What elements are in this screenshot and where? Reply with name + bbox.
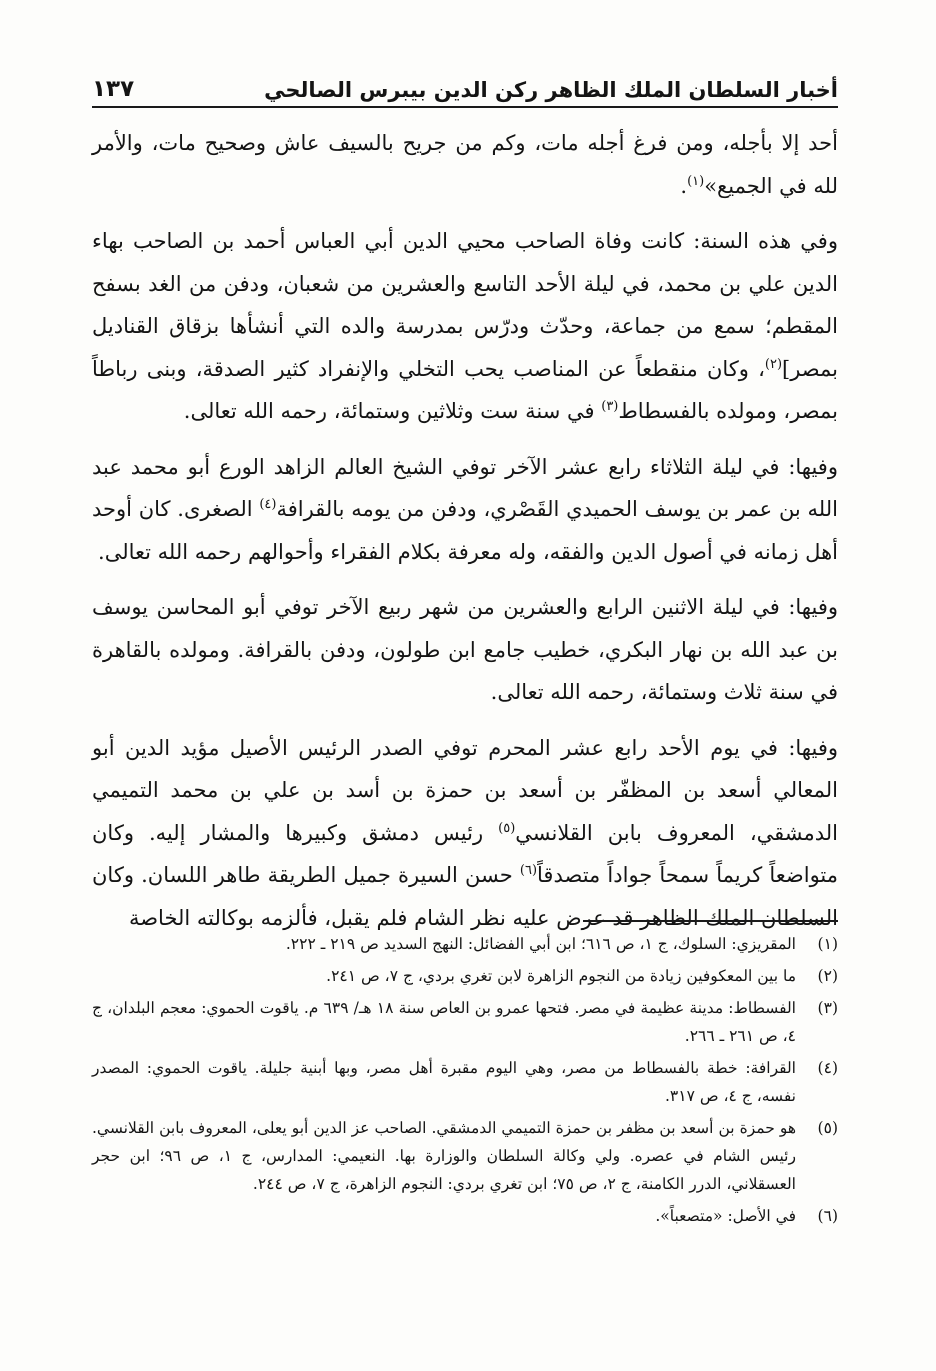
paragraph-text: في سنة ست وثلاثين وستمائة، رحمه الله تعالى.	[183, 399, 602, 423]
footnote	[92, 1054, 838, 1110]
footnote-number: (٣)	[817, 999, 838, 1017]
footnote-marker: (٢)	[764, 356, 783, 372]
footnote	[92, 994, 838, 1050]
paragraph-text: ، وكان منقطعاً عن المناصب يحب التخلي والإنفراد كثير الصدقة، وبنى رباطاً بمصر، ومولده بالفسطاط	[92, 356, 838, 423]
footnote-number: (٢)	[817, 967, 838, 985]
footnote-number: (٤)	[817, 1059, 838, 1077]
paragraph	[92, 122, 838, 207]
paragraph-text: حسن السيرة جميل الطريقة طاهر اللسان. وكان السلطان الملك الظاهر قد عرض عليه نظر الشام فلم يقبل، فألزمه بوكالته الخاصة	[92, 863, 838, 930]
paragraph-text: وفي هذه السنة: كانت وفاة الصاحب محيي الدين أبي العباس أحمد بن الصاحب بهاء الدين علي بن محمد، في ليلة الأحد التاسع والعشرين من شعبان، ودفن من الغد بسفح المقطم؛ سمع من جماعة، وحدّث ودرّس بمدرسة والده التي أنشأها بزقاق القناديل بمصر]	[92, 229, 838, 381]
footnote-marker: (٣)	[601, 399, 619, 414]
footnote-separator	[583, 920, 838, 922]
footnote	[92, 930, 838, 958]
paragraph	[92, 220, 838, 433]
footnotes	[92, 930, 838, 1234]
footnote-marker: (٥)	[498, 820, 516, 836]
footnote-text: الفسطاط: مدينة عظيمة في مصر. فتحها عمرو بن العاص سنة ١٨ هـ/ ٦٣٩ م. ياقوت الحموي: معجم البلدان، ج ٤، ص ٢٦١ ـ ٢٦٦.	[92, 999, 796, 1045]
header-title: أخبار السلطان الملك الظاهر ركن الدين بيبرس الصالحي	[264, 78, 838, 102]
paragraph-text: وفيها: في ليلة الثلاثاء رابع عشر الآخر توفي الشيخ العالم الزاهد الورع أبو محمد عبد الله بن عمر بن يوسف الحميدي القَصْري، ودفن من يومه بالقرافة	[92, 454, 838, 521]
footnote-text: في الأصل: «متصعباً».	[655, 1207, 796, 1225]
footnote-number: (١)	[817, 935, 838, 953]
footnote-marker: (١)	[687, 173, 705, 189]
paragraph-text: رئيس دمشق وكبيرها والمشار إليه. وكان متواضعاً كريماً سمحاً جواداً متصدقاً	[92, 820, 838, 887]
footnote-marker: (٦)	[519, 863, 538, 878]
footnote-text: هو حمزة بن أسعد بن مظفر بن حمزة التميمي الدمشقي. الصاحب عز الدين أبو يعلى، المعروف بابن القلانسي. رئيس الشام في عصره. ولي وكالة السلطان والوزارة بها. النعيمي: المدارس، ج ١، ص ٩٦؛ ابن حجر العسقلاني، الدرر الكامنة، ج ٢، ص ٧٥؛ ابن تغري بردي: النجوم الزاهرة، ج ٧، ص ٢٤٤.	[92, 1119, 796, 1193]
paragraph	[92, 586, 838, 714]
paragraph-text: .	[680, 173, 688, 198]
main-text	[92, 122, 838, 952]
paragraph	[92, 446, 838, 574]
footnote-text: القرافة: خطة بالفسطاط من مصر، وهي اليوم مقبرة أهل مصر، وبها أبنية جليلة. ياقوت الحموي: المصدر نفسه، ج ٤، ص ٣١٧.	[92, 1059, 796, 1105]
footnote-text: ما بين المعكوفين زيادة من النجوم الزاهرة لابن تغري بردي، ج ٧، ص ٢٤١.	[326, 967, 796, 985]
footnote	[92, 1114, 838, 1198]
paragraph	[92, 727, 838, 940]
paragraph-text: أحد إلا بأجله، ومن فرغ أجله مات، وكم من جريح بالسيف عاش وصحيح مات، والأمر لله في الجميع»	[92, 131, 838, 198]
paragraph-text: وفيها: في يوم الأحد رابع عشر المحرم توفي الصدر الرئيس الأصيل مؤيد الدين أبو المعالي أسعد بن المظفّر بن أسعد بن حمزة بن أسد بن علي بن محمد التميمي الدمشقي، المعروف بابن القلانسي	[92, 735, 838, 845]
footnote-number: (٦)	[817, 1207, 838, 1225]
footnote	[92, 1202, 838, 1230]
footnote-number: (٥)	[817, 1119, 838, 1137]
footnote-marker: (٤)	[259, 497, 277, 512]
page-number: ١٣٧	[92, 76, 135, 102]
footnote-text: المقريزي: السلوك، ج ١، ص ٦١٦؛ ابن أبي الفضائل: النهج السديد ص ٢١٩ ـ ٢٢٢.	[285, 935, 796, 953]
running-header	[92, 62, 838, 108]
paragraph-text: الصغرى. كان أوحد أهل زمانه في أصول الدين والفقه، وله معرفة بكلام الفقراء وأحوالهم رحمه الله تعالى.	[92, 497, 838, 564]
paragraph-text: وفيها: في ليلة الاثنين الرابع والعشرين من شهر ربيع الآخر توفي أبو المحاسن يوسف بن عبد الله بن نهار البكري، خطيب جامع ابن طولون، ودفن بالقرافة. ومولده بالقاهرة في سنة ثلاث وستمائة، رحمه الله تعالى.	[92, 595, 838, 704]
footnote	[92, 962, 838, 990]
